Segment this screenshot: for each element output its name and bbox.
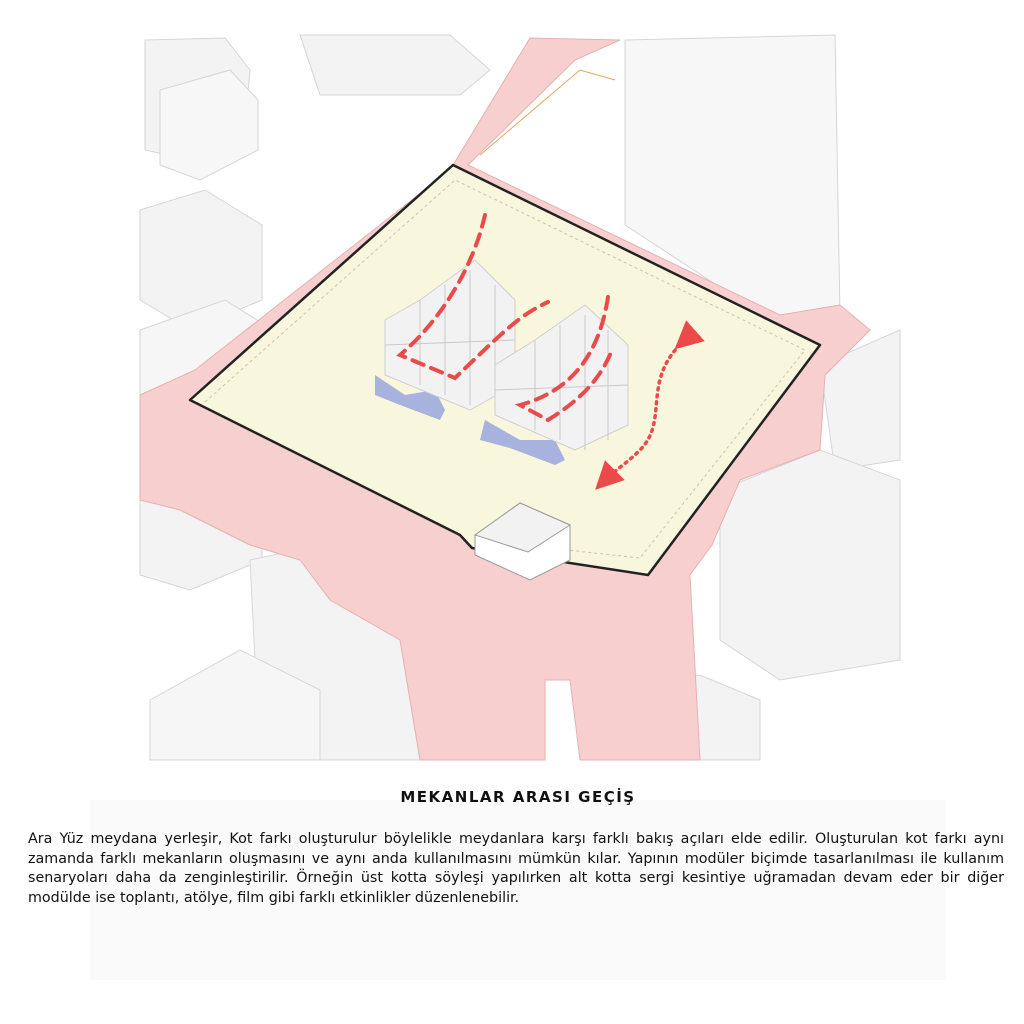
caption-body-text: Ara Yüz meydana yerleşir, Kot farkı oluşturulur böylelikle meydanlara karşı farklı bakış açıları elde edilir. Oluşturulan kot farkı aynı zamanda farklı mekanların oluşmasını ve aynı anda kullanılmasını mümkün kılar. Yapının modüler biçimde tasarlanılması ile kullanım senaryoları daha da zenginleştirilir. Örneğin üst kotta söyleşi yapılırken alt kotta sergi kesintiye uğramadan devam eder bir diğer modülde ise toplantı, atölye, film gibi farklı etkinlikler düzenlenebilir. [28, 831, 1004, 906]
context-building-right-lower [720, 450, 900, 680]
context-building-top [300, 35, 490, 95]
caption-block [28, 788, 1004, 980]
caption-title: MEKANLAR ARASI GEÇİŞ [400, 788, 636, 806]
context-building-top-left-front [160, 70, 258, 180]
